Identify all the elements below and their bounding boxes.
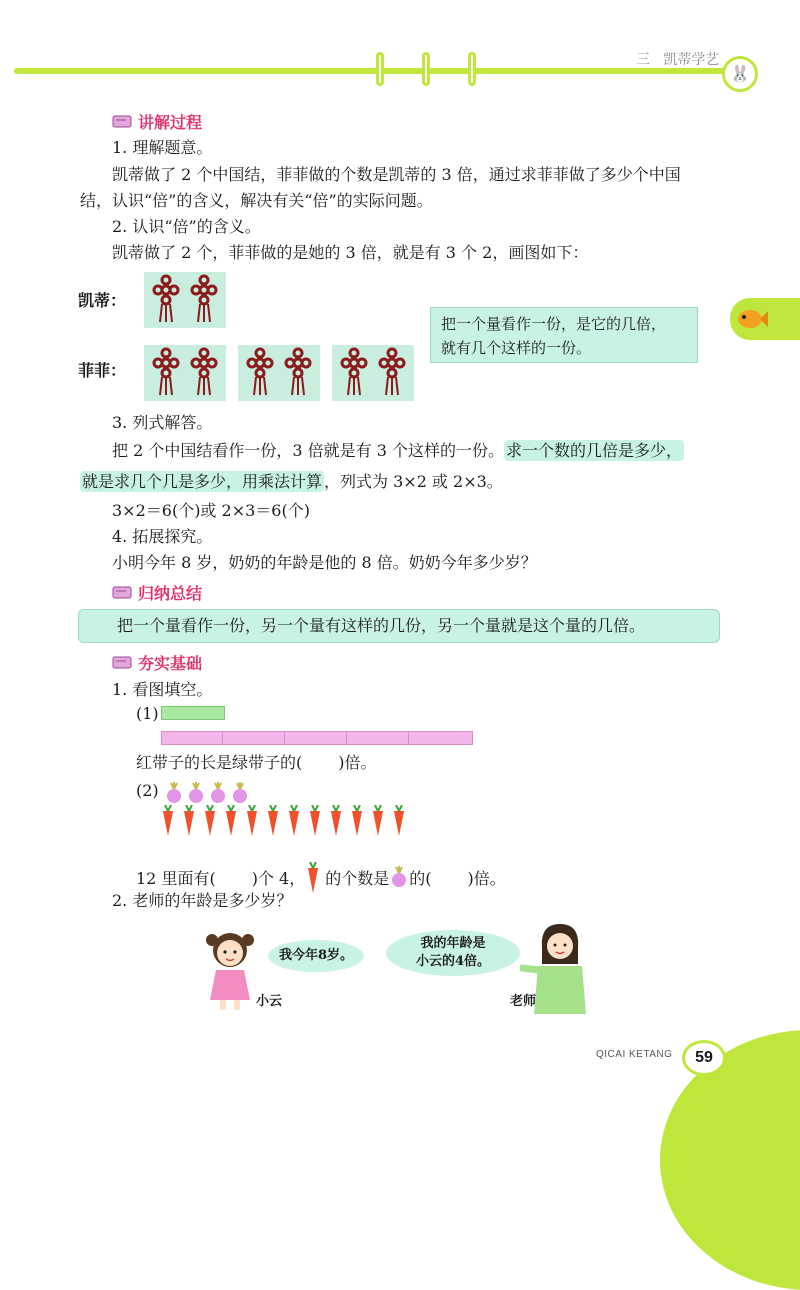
header-notch-2 [422,52,430,86]
line-10: 4. 拓展探究。 [112,527,213,546]
line-3: 结，认识“倍”的含义，解决有关“倍”的实际问题。 [80,191,433,210]
header-notch-1 [376,52,384,86]
teacher-bubble-line-2: 小云的4倍。 [415,954,491,969]
chinese-knot-icon [282,347,314,401]
ribbon-divider [408,731,409,745]
line-7 [112,440,684,462]
q1-2-text-c: 的个数是 [325,869,390,888]
concept-note-line-1: 把一个量看作一份，是它的几倍， [441,315,667,333]
kaidi-label: 凯蒂： [78,291,127,310]
question-1-1-label: (1) [136,704,159,723]
teacher-bubble-line-1: 我的年龄是 [420,936,486,951]
chalkboard-icon [112,585,132,600]
section-basics-label: 夯实基础 [138,654,203,673]
line-7-highlight: 求一个数的几倍是多少， [505,441,682,460]
girl-name: 小云 [256,994,283,1009]
q1-2-text-a: 12 里面有( [136,869,216,888]
chapter-number: 三 [636,52,650,68]
q1-1-text-b: )倍。 [338,753,377,772]
header-bar [14,68,734,74]
carrot-icon [286,805,302,841]
concept-note-box [430,307,698,363]
chinese-knot-icon [188,274,220,328]
feifei-knot-group-2 [238,345,320,401]
q1-2-text-d: 的( [409,869,432,888]
carrot-icon [349,805,365,841]
question-1-1-text [136,752,377,774]
carrot-icon [244,805,260,841]
header-mascot-icon: 🐰 [722,56,758,92]
carrot-icon [223,805,239,841]
feifei-knot-group-3 [332,345,414,401]
chalkboard-icon [112,114,132,129]
teacher-speech-bubble [386,930,520,976]
header-notch-3 [468,52,476,86]
carrot-icon [328,805,344,841]
line-9: 3×2＝6(个)或 2×3＝6(个) [112,501,310,520]
teacher-name: 老师 [510,994,537,1009]
fish-icon [736,306,768,336]
carrot-icon [391,805,407,841]
line-1: 1. 理解题意。 [112,138,213,157]
carrot-icon [307,805,323,841]
page-number: 59 [682,1040,726,1076]
red-ribbon [161,731,473,745]
section-summary-title [112,581,202,604]
ribbon-divider [284,731,285,745]
kaidi-knot-group [144,272,226,328]
carrot-icon [305,862,325,892]
feifei-knot-group-1 [144,345,226,401]
ribbon-divider [222,731,223,745]
girl-speech-bubble [268,940,364,972]
chinese-knot-icon [150,347,182,401]
ribbon-divider [346,731,347,745]
line-7-part-a: 把 2 个中国结看作一份，3 倍就是有 3 个这样的一份。 [112,441,504,460]
line-8-highlight: 就是求几个几是多少，用乘法计算 [82,472,323,491]
chinese-knot-icon [376,347,408,401]
line-11: 小明今年 8 岁，奶奶的年龄是他的 8 倍。奶奶今年多少岁？ [112,553,537,572]
line-8-part-b: ，列式为 3×2 或 2×3。 [324,472,503,491]
chinese-knot-icon [188,347,220,401]
green-ribbon [161,706,225,720]
section-explain-label: 讲解过程 [138,113,203,132]
carrot-icon [370,805,386,841]
line-2: 凯蒂做了 2 个中国结，菲菲做的个数是凯蒂的 3 倍，通过求菲菲做了多少个中国 [112,165,681,184]
feifei-label: 菲菲： [78,361,127,380]
section-summary-label: 归纳总结 [138,584,203,603]
header-chapter [636,49,719,69]
carrot-icon [181,805,197,841]
chalkboard-icon [112,655,132,670]
girl-bubble-text: 我今年8岁。 [278,948,354,963]
question-1: 1. 看图填空。 [112,680,213,699]
section-explain-title [112,110,202,133]
chinese-knot-icon [338,347,370,401]
summary-text: 把一个量看作一份，另一个量有这样的几份，另一个量就是这个量的几倍。 [117,616,646,635]
radish-icon [389,866,409,886]
carrot-icon [265,805,281,841]
line-4: 2. 认识“倍”的含义。 [112,217,261,236]
question-2: 2. 老师的年龄是多少岁？ [112,891,293,910]
line-8 [80,471,503,493]
line-6: 3. 列式解答。 [112,413,213,432]
chinese-knot-icon [150,274,182,328]
concept-note-line-2: 就有几个这样的一份。 [441,339,592,357]
q1-2-text-e: )倍。 [467,869,506,888]
question-1-2-text [136,862,506,892]
chapter-title: 凯蒂学艺 [663,52,720,68]
question-1-2-label: (2) [136,781,159,800]
carrot-icon [160,805,176,841]
footer-green-corner [660,1030,800,1290]
q1-1-text-a: 红带子的长是绿带子的( [136,753,303,772]
line-5: 凯蒂做了 2 个，菲菲做的是她的 3 倍，就是有 3 个 2，画图如下： [112,243,589,262]
summary-box [78,609,720,643]
section-basics-title [112,651,202,674]
q1-2-text-b: )个 4， [251,869,306,888]
chinese-knot-icon [244,347,276,401]
footer-brand: QICAI KETANG [596,1049,673,1060]
carrot-icon [202,805,218,841]
girl-illustration [200,926,260,1016]
